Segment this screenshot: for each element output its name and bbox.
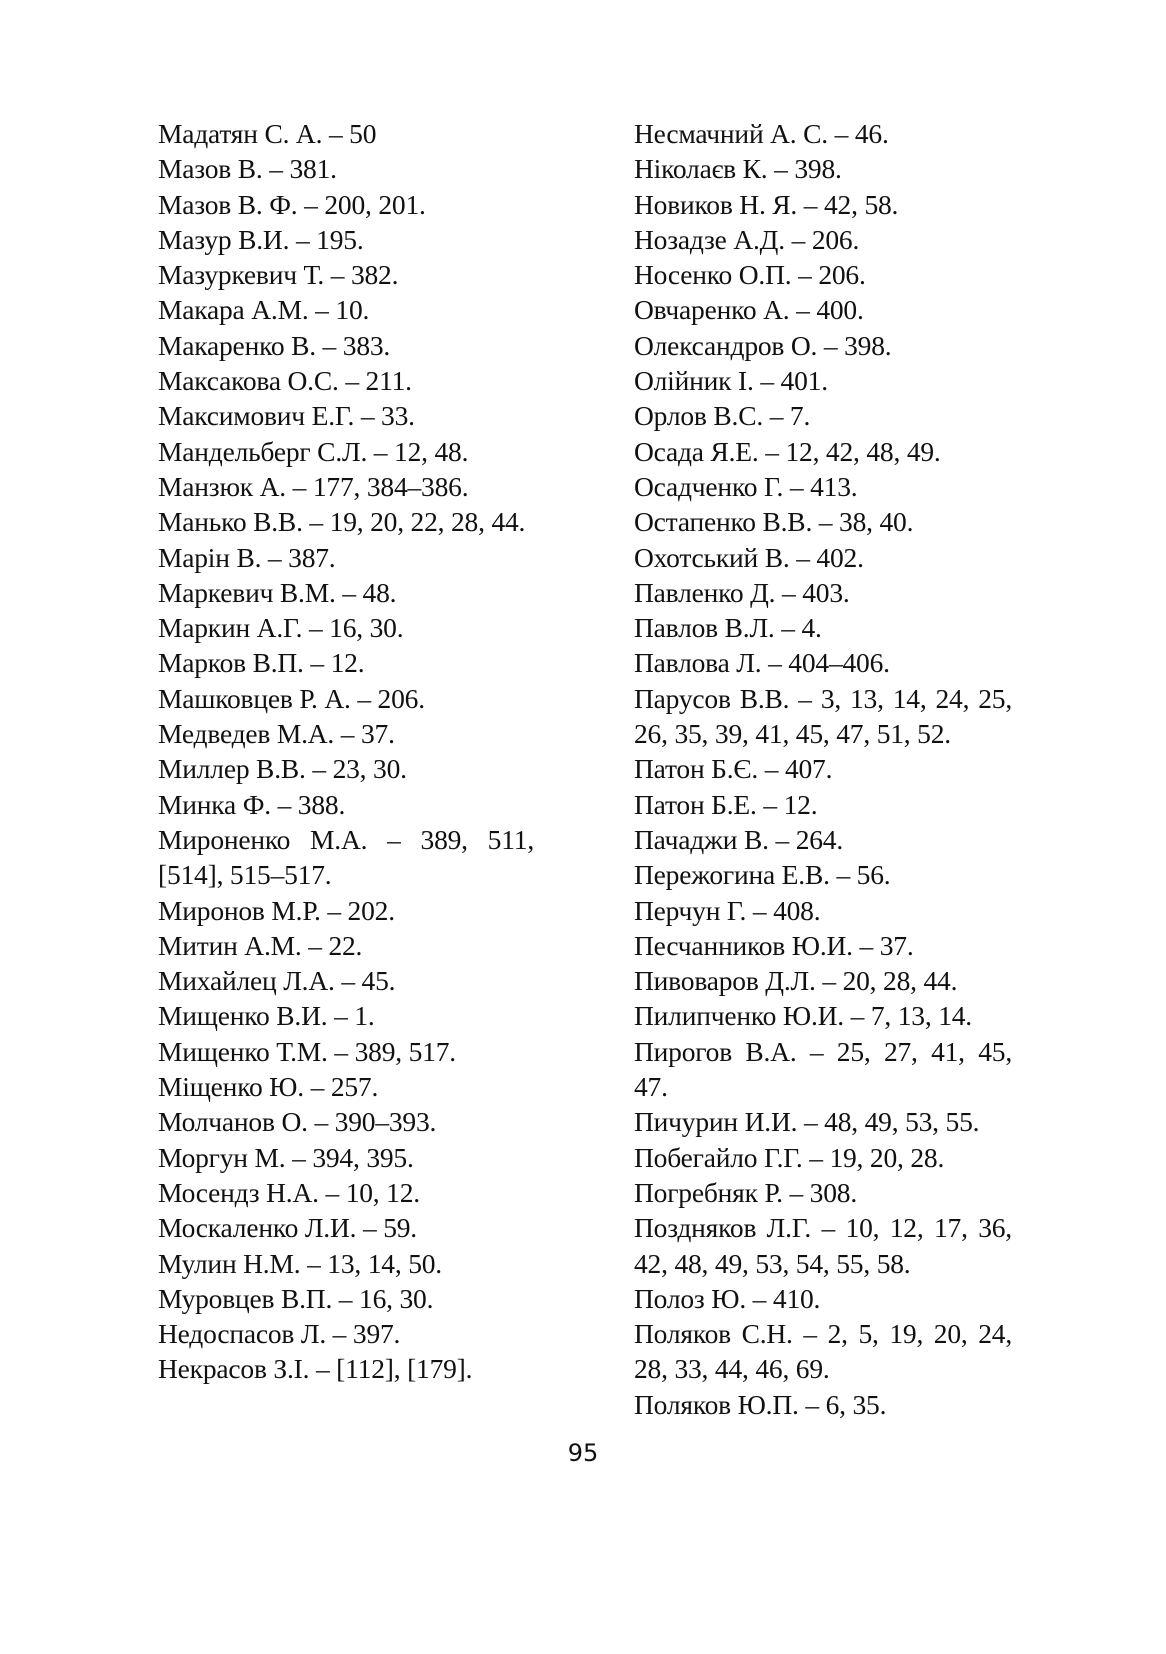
index-entry: Мищенко Т.М. – 389, 517.: [158, 1035, 456, 1067]
index-entry: Пилипченко Ю.И. – 7, 13, 14.: [634, 1000, 972, 1032]
index-entry: Максимович Е.Г. – 33.: [158, 400, 415, 432]
index-entry: Пивоваров Д.Л. – 20, 28, 44.: [634, 965, 958, 997]
index-entry: Минка Ф. – 388.: [158, 788, 346, 820]
index-entry: Некрасов З.І. – [112], [179].: [158, 1353, 473, 1385]
index-entry: Погребняк Р. – 308.: [634, 1176, 857, 1208]
index-column-left: [158, 116, 534, 1387]
index-entry: Мазуркевич Т. – 382.: [158, 259, 399, 291]
index-entry: Павленко Д. – 403.: [634, 576, 850, 608]
index-entry: Мадатян С. А. – 50: [158, 118, 377, 149]
index-entry: Остапенко В.В. – 38, 40.: [634, 506, 914, 538]
index-entry: Марков В.П. – 12.: [158, 647, 365, 679]
index-entry: Макаренко В. – 383.: [158, 329, 391, 361]
index-entry: Павлов В.Л. – 4.: [634, 612, 822, 644]
index-entry: Михайлец Л.А. – 45.: [158, 965, 396, 997]
index-entry: Охотський В. – 402.: [634, 541, 864, 573]
index-entry: Моргун М. – 394, 395.: [158, 1141, 414, 1173]
index-entry: Мазов В. Ф. – 200, 201.: [158, 188, 426, 220]
index-entry: Олійник І. – 401.: [634, 365, 828, 397]
index-entry: Пичурин И.И. – 48, 49, 53, 55.: [634, 1106, 980, 1138]
index-entry: Побегайло Г.Г. – 19, 20, 28.: [634, 1141, 945, 1173]
index-entry: Патон Б.Є. – 407.: [634, 753, 833, 785]
index-entry: Мосендз Н.А. – 10, 12.: [158, 1176, 420, 1208]
index-column-right: [634, 116, 1012, 1422]
index-entry: Медведев М.А. – 37.: [158, 718, 395, 750]
index-entry: Митин А.М. – 22.: [158, 929, 363, 961]
index-entry: Москаленко Л.И. – 59.: [158, 1212, 417, 1244]
index-entry: Пережогина Е.В. – 56.: [634, 859, 891, 891]
index-entry: Муровцев В.П. – 16, 30.: [158, 1282, 434, 1314]
index-entry: Мандельберг С.Л. – 12, 48.: [158, 435, 469, 467]
index-entry: Молчанов О. – 390–393.: [158, 1106, 437, 1138]
index-entry: Мазов В. – 381.: [158, 153, 337, 185]
index-entry: Маркин А.Г. – 16, 30.: [158, 612, 404, 644]
index-entry: Манзюк А. – 177, 384–386.: [158, 470, 469, 502]
index-entry: Пачаджи В. – 264.: [634, 823, 844, 855]
index-entry: Маркевич В.М. – 48.: [158, 576, 397, 608]
index-entry: Мироненко М.А. – 389, 511, [514], 515–517.: [158, 823, 534, 891]
index-entry: Мазур В.И. – 195.: [158, 223, 364, 255]
page-number: 95: [567, 1439, 599, 1467]
index-entry: Максакова О.С. – 211.: [158, 365, 412, 397]
index-entry: Мулин Н.М. – 13, 14, 50.: [158, 1247, 442, 1279]
index-entry: Павлова Л. – 404–406.: [634, 647, 890, 679]
index-entry: Нозадзе А.Д. – 206.: [634, 223, 860, 255]
index-entry: Недоспасов Л. – 397.: [158, 1318, 401, 1350]
index-entry: Перчун Г. – 408.: [634, 894, 821, 926]
index-entry: Овчаренко А. – 400.: [634, 294, 864, 326]
index-entry: Несмачний А. С. – 46.: [634, 118, 889, 149]
index-entry: Парусов В.В. – 3, 13, 14, 24, 25, 26, 35, 39, 41, 45, 47, 51, 52.: [634, 682, 1012, 750]
index-entry: Миронов М.Р. – 202.: [158, 894, 395, 926]
index-entry: Марін В. – 387.: [158, 541, 336, 573]
index-entry: Машковцев Р. А. – 206.: [158, 682, 425, 714]
index-entry: Миллер В.В. – 23, 30.: [158, 753, 407, 785]
index-entry: Поляков С.Н. – 2, 5, 19, 20, 24, 28, 33, 44, 46, 69.: [634, 1318, 1012, 1385]
index-entry: Носенко О.П. – 206.: [634, 259, 866, 291]
index-entry: Патон Б.Е. – 12.: [634, 788, 818, 820]
index-entry: Ніколаєв К. – 398.: [634, 153, 842, 185]
index-entry: Осадченко Г. – 413.: [634, 470, 858, 502]
index-entry: Макара А.М. – 10.: [158, 294, 370, 326]
index-entry: Песчанников Ю.И. – 37.: [634, 929, 914, 961]
index-entry: Новиков Н. Я. – 42, 58.: [634, 188, 899, 220]
index-entry: Манько В.В. – 19, 20, 22, 28, 44.: [158, 506, 526, 538]
index-entry: Осада Я.Е. – 12, 42, 48, 49.: [634, 435, 941, 467]
index-entry: Поляков Ю.П. – 6, 35.: [634, 1388, 887, 1420]
index-entry: Пирогов В.А. – 25, 27, 41, 45, 47.: [634, 1035, 1012, 1103]
index-entry: Поздняков Л.Г. – 10, 12, 17, 36, 42, 48, 49, 53, 54, 55, 58.: [634, 1212, 1012, 1279]
index-entry: Орлов В.С. – 7.: [634, 400, 811, 432]
index-entry: Міщенко Ю. – 257.: [158, 1071, 379, 1103]
index-entry: Полоз Ю. – 410.: [634, 1282, 821, 1314]
index-entry: Мищенко В.И. – 1.: [158, 1000, 375, 1032]
index-entry: Олександров О. – 398.: [634, 329, 892, 361]
